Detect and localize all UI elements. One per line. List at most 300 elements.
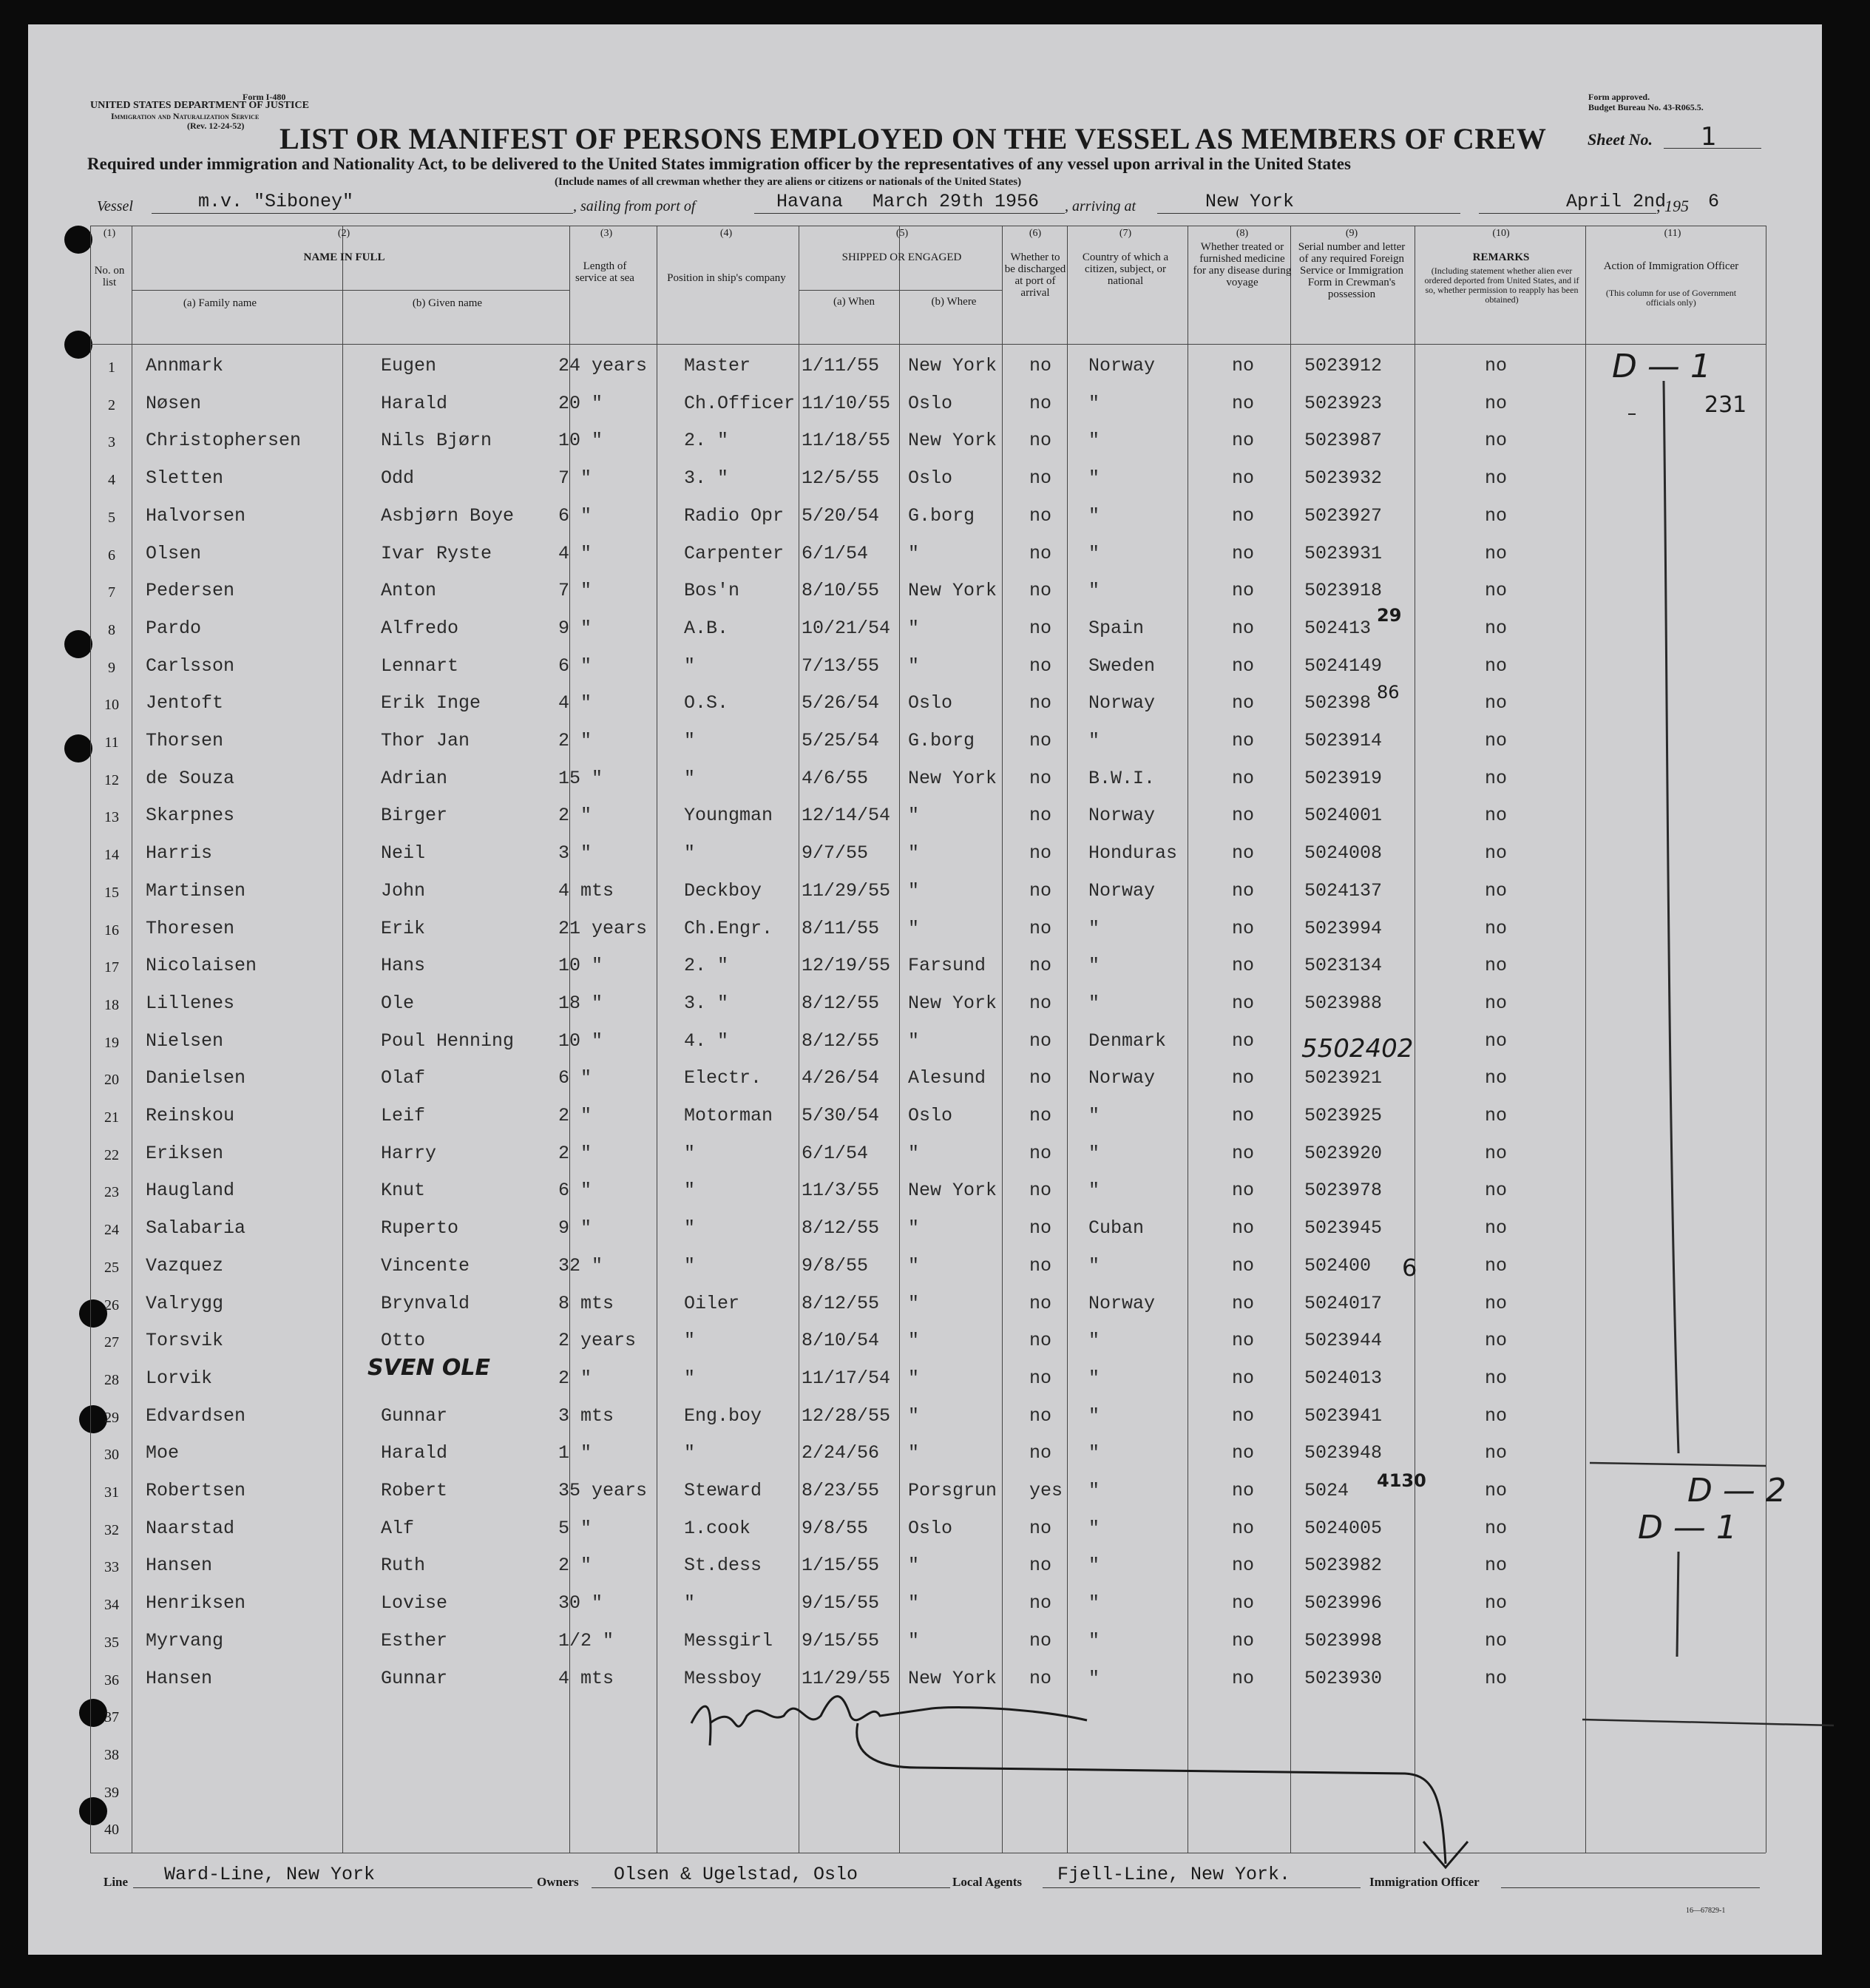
cell-given: Lennart [381,655,459,677]
cell-country: " [1088,1518,1100,1539]
col8-num: (8) [1236,228,1249,239]
cell-medicine: no [1232,955,1255,976]
col10-num: (10) [1492,228,1510,239]
cell-family: Valrygg [146,1293,224,1314]
cell-position: Deckboy [684,880,762,902]
cell-country: " [1088,955,1100,976]
cell-serial: 5023982 [1304,1555,1383,1576]
page-title: LIST OR MANIFEST OF PERSONS EMPLOYED ON THE VESSEL AS MEMBERS OF CREW [280,122,1547,155]
cell-service: 10 " [558,430,603,451]
cell-remarks: no [1485,1330,1508,1351]
cell-remarks: no [1485,768,1508,789]
cell-serial: 5023994 [1304,918,1383,939]
cell-service: 8 mts [558,1293,614,1314]
cell-family: Vazquez [146,1255,224,1277]
cell-family: Danielsen [146,1067,246,1089]
cell-country: " [1088,1442,1100,1464]
cell-discharge: no [1029,1668,1052,1689]
cell-remarks: no [1485,918,1508,939]
row-number: 29 [104,1410,119,1426]
row-number: 30 [104,1447,119,1463]
cell-where: " [908,1442,920,1464]
cell-family: Halvorsen [146,505,246,527]
approval-1: Form approved. [1588,92,1650,102]
cell-country: " [1088,1330,1100,1351]
handwritten-d2: D — 2 [1687,1472,1786,1509]
cell-position: Oiler [684,1293,740,1314]
col2b-header: (b) Given name [412,297,483,309]
cell-country: " [1088,1105,1100,1126]
cell-when: 1/15/55 [802,1555,880,1576]
cell-service: 1 " [558,1442,592,1464]
cell-discharge: no [1029,355,1052,376]
cell-discharge: yes [1029,1480,1063,1501]
cell-medicine: no [1232,1555,1255,1576]
cell-family: Nøsen [146,393,202,414]
row-number: 28 [104,1372,119,1388]
cell-remarks: no [1485,1143,1508,1164]
cell-given: Erik Inge [381,692,481,714]
cell-service: 6 " [558,1180,592,1201]
cell-service: 20 " [558,393,603,414]
cell-given: Olaf [381,1067,426,1089]
sailing-label: , sailing from port of [573,198,696,214]
cell-service: 18 " [558,993,603,1014]
cell-serial: 5023998 [1304,1630,1383,1651]
row-number: 40 [104,1822,119,1838]
handwritten-d1-bottom: D — 1 [1638,1509,1737,1546]
footer-owners-label: Owners [537,1875,579,1889]
cell-serial: 5023919 [1304,768,1383,789]
cell-serial: 5024013 [1304,1367,1383,1389]
cell-service: 4 mts [558,1668,614,1689]
cell-remarks: no [1485,1630,1508,1651]
cell-discharge: no [1029,1180,1052,1201]
cell-given: Vincente [381,1255,470,1277]
cell-given: John [381,880,426,902]
cell-given: Knut [381,1180,426,1201]
cell-serial: 5023931 [1304,543,1383,564]
cell-service: 4 " [558,692,592,714]
cell-where: " [908,805,920,826]
handwritten-serial-8: 29 [1377,605,1402,626]
cell-given: Adrian [381,768,448,789]
cell-when: 8/12/55 [802,1030,880,1052]
cell-family: Moe [146,1442,180,1464]
cell-serial: 5023925 [1304,1105,1383,1126]
handwritten-serial-25: 6 [1402,1254,1417,1282]
cell-discharge: no [1029,618,1052,639]
cell-where: New York [908,355,997,376]
punch-hole [64,226,92,254]
row-number: 15 [104,885,119,901]
cell-position: Bos'n [684,580,740,601]
cell-service: 2 " [558,1143,592,1164]
cell-position: " [684,1255,696,1277]
cell-where: " [908,1143,920,1164]
cell-country: " [1088,543,1100,564]
cell-when: 12/28/55 [802,1405,891,1427]
cell-given: Poul Henning [381,1030,515,1052]
cell-remarks: no [1485,842,1508,864]
row-number: 17 [104,959,119,976]
footer-line-label: Line [104,1875,129,1889]
cell-medicine: no [1232,1255,1255,1277]
cell-position: " [684,1143,696,1164]
cell-country: Norway [1088,1293,1156,1314]
cell-family: Olsen [146,543,202,564]
cell-discharge: no [1029,1217,1052,1239]
sheet-number: 1 [1701,122,1717,152]
cell-given: Thor Jan [381,730,470,751]
col6-header: Whether to be discharged at port of arrival [1004,251,1066,299]
cell-serial: 5023948 [1304,1442,1383,1464]
cell-where: " [908,618,920,639]
row-number: 3 [108,434,115,450]
year-suffix: 6 [1708,191,1720,212]
cell-position: O.S. [684,692,729,714]
cell-when: 4/6/55 [802,768,869,789]
cell-when: 8/12/55 [802,1217,880,1239]
cell-position: 4. " [684,1030,729,1052]
cell-when: 5/20/54 [802,505,880,527]
cell-given: Anton [381,580,437,601]
cell-service: 4 " [558,543,592,564]
cell-position: " [684,1217,696,1239]
cell-remarks: no [1485,1180,1508,1201]
cell-given: Asbjørn Boye [381,505,515,527]
cell-medicine: no [1232,505,1255,527]
handwritten-d1-top: D — 1 [1612,348,1711,385]
cell-when: 9/8/55 [802,1518,869,1539]
row-number: 31 [104,1484,119,1501]
cell-where: Oslo [908,692,953,714]
cell-service: 6 " [558,655,592,677]
port-from: Havana [776,191,844,212]
cell-service: 30 " [558,1592,603,1614]
cell-position: Steward [684,1480,762,1501]
cell-remarks: no [1485,1518,1508,1539]
cell-family: Lillenes [146,993,235,1014]
cell-service: 10 " [558,955,603,976]
col11-header: Action of Immigration Officer [1603,260,1739,272]
cell-where: " [908,1405,920,1427]
cell-position: Ch.Engr. [684,918,773,939]
grid-column-line [90,226,91,1853]
cell-medicine: no [1232,655,1255,677]
cell-country: " [1088,1630,1100,1651]
col7-header: Country of which a citizen, subject, or national [1082,251,1169,287]
cell-serial: 5023930 [1304,1668,1383,1689]
form-code: 16—67829-1 [1686,1907,1726,1915]
cell-service: 2 " [558,1555,592,1576]
cell-remarks: no [1485,1255,1508,1277]
cell-where: Porsgrun [908,1480,997,1501]
cell-discharge: no [1029,1630,1052,1651]
cell-country: " [1088,430,1100,451]
footer-agents-label: Local Agents [952,1875,1022,1889]
manifest-sheet [28,24,1822,1955]
cell-where: " [908,655,920,677]
cell-discharge: no [1029,918,1052,939]
cell-medicine: no [1232,1180,1255,1201]
cell-given: Eugen [381,355,437,376]
grid-column-line [1585,226,1586,1853]
cell-where: Farsund [908,955,986,976]
cell-family: Robertsen [146,1480,246,1501]
cell-when: 1/11/55 [802,355,880,376]
col4-header: Position in ship's company [667,272,786,284]
cell-discharge: no [1029,393,1052,414]
cell-when: 8/10/55 [802,580,880,601]
cell-medicine: no [1232,1592,1255,1614]
cell-remarks: no [1485,505,1508,527]
cell-where: " [908,1592,920,1614]
row-number: 2 [108,397,115,413]
cell-medicine: no [1232,1442,1255,1464]
cell-given: Leif [381,1105,426,1126]
cell-service: 5 " [558,1518,592,1539]
row-number: 32 [104,1522,119,1538]
col7-num: (7) [1119,228,1132,239]
col2-header: NAME IN FULL [303,251,385,263]
cell-medicine: no [1232,842,1255,864]
cell-where: " [908,1030,920,1052]
cell-remarks: no [1485,618,1508,639]
cell-when: 5/25/54 [802,730,880,751]
cell-when: 11/3/55 [802,1180,880,1201]
cell-serial: 5023923 [1304,393,1383,414]
cell-given: Harry [381,1143,437,1164]
subtitle: Required under immigration and Nationality Act, to be delivered to the United States immigration officer by the representatives of any vessel upon arrival in the United States [87,155,1351,173]
row-number: 22 [104,1147,119,1163]
cell-serial: 5024005 [1304,1518,1383,1539]
cell-where: " [908,1255,920,1277]
cell-country: " [1088,1405,1100,1427]
cell-serial: 5023941 [1304,1405,1383,1427]
cell-position: Motorman [684,1105,773,1126]
cell-given: Ole [381,993,415,1014]
row-number: 16 [104,922,119,939]
cell-service: 32 " [558,1255,603,1277]
cell-discharge: no [1029,1442,1052,1464]
sheet-label: Sheet No. [1588,130,1653,149]
handwritten-serial-31: 4130 [1377,1470,1426,1491]
cell-family: de Souza [146,768,235,789]
vessel-label: Vessel [97,198,133,214]
grid-row-line [90,344,1766,345]
cell-country: " [1088,1668,1100,1689]
cell-medicine: no [1232,1067,1255,1089]
handwritten-given-28: SVEN OLE [367,1355,490,1381]
cell-service: 2 " [558,1105,592,1126]
arriving-label: , arriving at [1065,198,1136,214]
row-number: 26 [104,1297,119,1314]
cell-when: 10/21/54 [802,618,891,639]
approval-2: Budget Bureau No. 43-R065.5. [1588,102,1704,112]
cell-when: 9/15/55 [802,1592,880,1614]
cell-position: 2. " [684,955,729,976]
cell-position: Carpenter [684,543,785,564]
cell-remarks: no [1485,1555,1508,1576]
grid-column-line [1290,226,1291,1853]
col11-note: (This column for use of Government officials only) [1605,288,1737,308]
grid-row-line [799,290,1002,291]
cell-family: Martinsen [146,880,246,902]
cell-medicine: no [1232,1030,1255,1052]
cell-where: " [908,1293,920,1314]
cell-serial: 5024017 [1304,1293,1383,1314]
row-number: 23 [104,1184,119,1200]
cell-family: Naarstad [146,1518,235,1539]
cell-remarks: no [1485,1442,1508,1464]
cell-position: 2. " [684,430,729,451]
note: (Include names of all crewman whether they are aliens or citizens or nationals of the United States) [555,176,1022,188]
row-number: 25 [104,1260,119,1276]
row-number: 9 [108,660,115,676]
cell-discharge: no [1029,580,1052,601]
cell-where: Oslo [908,467,953,489]
cell-serial: 5024137 [1304,880,1383,902]
cell-remarks: no [1485,730,1508,751]
cell-where: Oslo [908,1518,953,1539]
col11-num: (11) [1664,228,1681,239]
col3-num: (3) [600,228,613,239]
cell-position: Messgirl [684,1630,773,1651]
cell-serial: 502398 [1304,692,1372,714]
cell-discharge: no [1029,993,1052,1014]
port-to: New York [1205,191,1295,212]
cell-country: " [1088,918,1100,939]
cell-medicine: no [1232,618,1255,639]
grid-column-line [899,226,900,1853]
cell-medicine: no [1232,355,1255,376]
cell-given: Alf [381,1518,415,1539]
cell-discharge: no [1029,730,1052,751]
cell-given: Harald [381,393,448,414]
cell-family: Sletten [146,467,224,489]
row-number: 12 [104,772,119,788]
cell-given: Alfredo [381,618,459,639]
cell-remarks: no [1485,355,1508,376]
cell-family: Pardo [146,618,202,639]
cell-remarks: no [1485,1405,1508,1427]
cell-where: " [908,880,920,902]
cell-when: 12/14/54 [802,805,891,826]
cell-position: Radio Opr [684,505,785,527]
cell-remarks: no [1485,1030,1508,1052]
cell-discharge: no [1029,505,1052,527]
cell-given: Lovise [381,1592,448,1614]
cell-where: G.borg [908,730,975,751]
cell-medicine: no [1232,543,1255,564]
cell-position: 3. " [684,467,729,489]
cell-medicine: no [1232,730,1255,751]
cell-when: 8/12/55 [802,1293,880,1314]
cell-country: " [1088,1143,1100,1164]
grid-column-line [1067,226,1068,1853]
cell-position: " [684,730,696,751]
date-from: March 29th 1956 [873,191,1040,212]
col5-num: (5) [895,228,909,239]
cell-discharge: no [1029,655,1052,677]
cell-country: B.W.I. [1088,768,1156,789]
cell-where: Alesund [908,1067,986,1089]
cell-serial: 5023927 [1304,505,1383,527]
cell-medicine: no [1232,805,1255,826]
cell-when: 8/10/54 [802,1330,880,1351]
cell-country: " [1088,993,1100,1014]
punch-hole [64,734,92,763]
cell-given: Odd [381,467,415,489]
cell-where: New York [908,580,997,601]
cell-country: Norway [1088,692,1156,714]
cell-serial: 5023912 [1304,355,1383,376]
cell-serial: 5024149 [1304,655,1383,677]
cell-where: " [908,1555,920,1576]
cell-given: Gunnar [381,1405,448,1427]
cell-family: Hansen [146,1668,213,1689]
cell-where: New York [908,768,997,789]
cell-where: " [908,1630,920,1651]
cell-medicine: no [1232,918,1255,939]
cell-service: 21 years [558,918,648,939]
cell-country: " [1088,1255,1100,1277]
row-number: 19 [104,1035,119,1051]
cell-serial: 5023944 [1304,1330,1383,1351]
cell-remarks: no [1485,1668,1508,1689]
row-number: 5 [108,510,115,526]
cell-remarks: no [1485,1067,1508,1089]
row-number: 8 [108,622,115,638]
row-number: 39 [104,1785,119,1801]
cell-where: " [908,842,920,864]
cell-service: 35 years [558,1480,648,1501]
cell-when: 7/13/55 [802,655,880,677]
cell-medicine: no [1232,1293,1255,1314]
cell-discharge: no [1029,1518,1052,1539]
col8-header: Whether treated or furnished medicine for any disease during voyage [1193,241,1292,288]
cell-service: 3 " [558,842,592,864]
cell-given: Brynvald [381,1293,470,1314]
cell-service: 10 " [558,1030,603,1052]
arrival-date: April 2nd [1566,191,1667,212]
row-number: 20 [104,1072,119,1088]
cell-position: " [684,842,696,864]
col6-num: (6) [1029,228,1042,239]
cell-when: 9/7/55 [802,842,869,864]
row-number: 11 [104,734,119,751]
cell-discharge: no [1029,1105,1052,1126]
cell-discharge: no [1029,1067,1052,1089]
cell-given: Ruth [381,1555,426,1576]
cell-medicine: no [1232,1105,1255,1126]
footer-agents-value: Fjell-Line, New York. [1057,1864,1291,1885]
cell-discharge: no [1029,692,1052,714]
cell-service: 7 " [558,467,592,489]
cell-serial: 5023920 [1304,1143,1383,1164]
punch-hole [64,630,92,658]
cell-when: 8/11/55 [802,918,880,939]
cell-service: 1/2 " [558,1630,614,1651]
cell-serial: 5023134 [1304,955,1383,976]
cell-where: " [908,918,920,939]
handwritten-count: 231 [1704,392,1747,418]
cell-country: Spain [1088,618,1145,639]
cell-family: Nielsen [146,1030,224,1052]
cell-family: Carlsson [146,655,235,677]
handwritten-serial-10: 86 [1377,682,1400,703]
